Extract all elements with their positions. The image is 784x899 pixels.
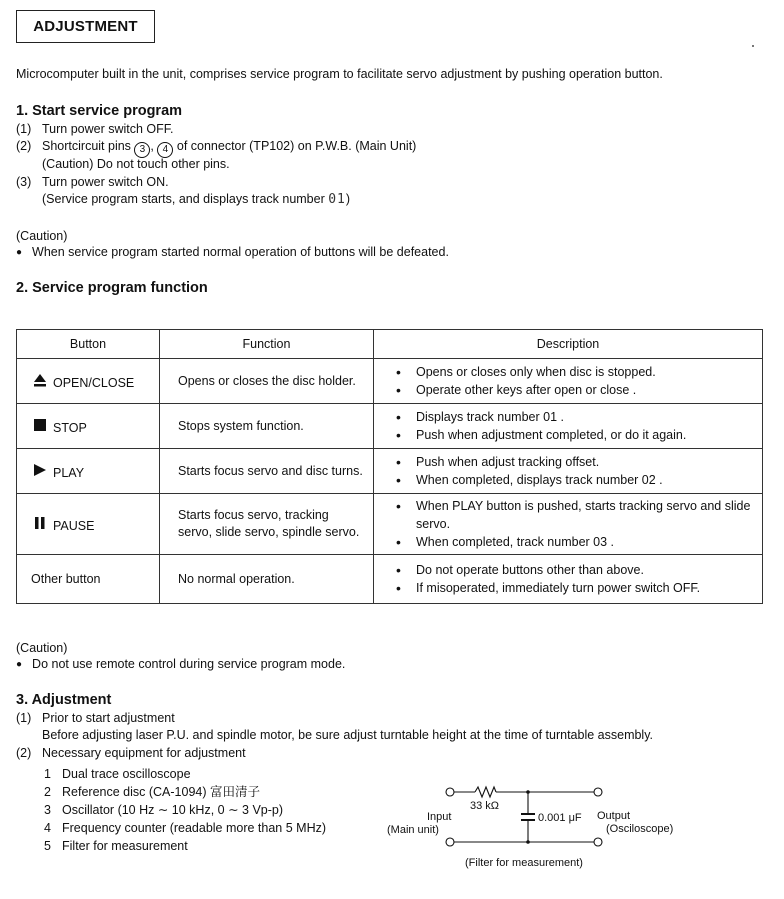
- output-terminal-top: [594, 788, 602, 796]
- intro-text: Microcomputer built in the unit, comprises service program to facilitate servo adjustment by pushing operation button.: [16, 67, 663, 81]
- item-number: 2: [44, 785, 51, 799]
- output-terminal-bottom: [594, 838, 602, 846]
- step-text: Turn power switch ON.: [42, 175, 169, 189]
- description-item: • When completed, displays track number 02 .: [396, 471, 754, 489]
- section1-heading: 1. Start service program: [16, 103, 183, 119]
- description-item: • When completed, track number 03 .: [396, 533, 754, 551]
- output-sublabel: (Osciloscope): [606, 823, 674, 835]
- section2-heading: 2. Service program function: [16, 280, 208, 296]
- equipment-item: [44, 819, 326, 837]
- table-header-row: [17, 330, 763, 359]
- pause-icon: [31, 516, 49, 533]
- description-cell: [374, 555, 763, 604]
- description-item: • If misoperated, immediately turn power switch OFF.: [396, 579, 754, 597]
- item-text: Oscillator (10 Hz ∼ 10 kHz, 0 ∼ 3 Vp-p): [62, 803, 284, 817]
- junction-dot: [526, 840, 530, 844]
- equipment-list: [44, 765, 326, 855]
- table-row: [17, 404, 763, 449]
- button-name: STOP: [53, 420, 87, 435]
- adjust-step-1: [16, 711, 175, 725]
- button-cell: [17, 449, 160, 494]
- output-label: Output: [597, 810, 631, 822]
- step-3-note: [42, 192, 350, 207]
- scan-speck: [752, 45, 754, 47]
- table-row: [17, 359, 763, 404]
- step-3: [16, 175, 169, 189]
- item-text: Reference disc (CA-1094) 富田清子: [62, 785, 260, 799]
- page-title: ADJUSTMENT: [16, 10, 155, 43]
- description-item: • Push when adjust tracking offset.: [396, 453, 754, 471]
- input-label: Input: [427, 811, 452, 823]
- service-function-table: [16, 329, 763, 604]
- description-item: • Push when adjustment completed, or do it again.: [396, 426, 754, 444]
- step-text: Shortcircuit pins: [42, 139, 131, 153]
- adjust-step-1-note: Before adjusting laser P.U. and spindle motor, be sure adjust turntable height at the time of turntable assembly.: [42, 728, 654, 742]
- junction-dot: [526, 790, 530, 794]
- item-number: 3: [44, 803, 51, 817]
- item-number: 5: [44, 839, 51, 853]
- description-cell: [374, 359, 763, 404]
- note-end: ): [345, 192, 351, 206]
- input-sublabel: (Main unit): [387, 824, 439, 836]
- item-text: Dual trace oscilloscope: [62, 767, 191, 781]
- step-text-cont: of connector (TP102) on P.W.B. (Main Unit): [176, 139, 417, 153]
- button-cell: [17, 404, 160, 449]
- button-name: PAUSE: [53, 518, 95, 533]
- note-text: (Service program starts, and displays track number: [42, 192, 325, 206]
- eject-icon: [31, 373, 49, 390]
- function-cell: Starts focus servo, tracking servo, slide servo, spindle servo.: [160, 494, 374, 555]
- column-header-function: Function: [160, 330, 374, 359]
- button-name: PLAY: [53, 465, 85, 480]
- track-display: 01: [328, 192, 346, 207]
- pin-3-badge: 3: [134, 142, 150, 158]
- button-cell: [17, 359, 160, 404]
- capacitor-label: 0.001 μF: [538, 812, 582, 824]
- step-text: Prior to start adjustment: [42, 711, 175, 725]
- description-item: • Displays track number 01 .: [396, 408, 754, 426]
- equipment-item: [44, 783, 326, 801]
- step-2-note: (Caution) Do not touch other pins.: [42, 157, 230, 171]
- description-item: • Opens or closes only when disc is stopped.: [396, 363, 754, 381]
- button-cell: Other button: [17, 555, 160, 604]
- description-item: • When PLAY button is pushed, starts tracking servo and slide servo.: [396, 497, 754, 533]
- caution-text: ● When service program started normal operation of buttons will be defeated.: [16, 245, 449, 259]
- caution-label-2: (Caution): [16, 641, 68, 655]
- function-cell: Opens or closes the disc holder.: [160, 359, 374, 404]
- description-cell: [374, 449, 763, 494]
- input-terminal-bottom: [446, 838, 454, 846]
- item-number: 4: [44, 821, 51, 835]
- step-number: (3): [16, 175, 32, 189]
- button-cell: [17, 494, 160, 555]
- separator: ,: [150, 139, 154, 153]
- description-item: • Do not operate buttons other than above.: [396, 561, 754, 579]
- description-item: • Operate other keys after open or close .: [396, 381, 754, 399]
- column-header-button: Button: [17, 330, 160, 359]
- step-text: Necessary equipment for adjustment: [42, 746, 246, 760]
- resistor-symbol: [475, 787, 496, 797]
- table-row: [17, 449, 763, 494]
- step-number: (1): [16, 711, 32, 725]
- step-number: (2): [16, 746, 32, 760]
- section3-heading: 3. Adjustment: [16, 692, 112, 708]
- function-cell: Starts focus servo and disc turns.: [160, 449, 374, 494]
- item-text: Filter for measurement: [62, 839, 188, 853]
- function-cell: Stops system function.: [160, 404, 374, 449]
- table-row: [17, 555, 763, 604]
- button-name: OPEN/CLOSE: [53, 375, 135, 390]
- equipment-item: [44, 765, 326, 783]
- adjust-step-2: [16, 746, 246, 760]
- resistor-label: 33 kΩ: [470, 800, 500, 812]
- caution-text-2: ● Do not use remote control during service program mode.: [16, 657, 345, 671]
- column-header-description: Description: [374, 330, 763, 359]
- description-cell: [374, 404, 763, 449]
- input-terminal-top: [446, 788, 454, 796]
- step-number: (2): [16, 139, 32, 153]
- item-number: 1: [44, 767, 51, 781]
- stop-icon: [31, 418, 49, 435]
- pin-4-badge: 4: [157, 142, 173, 158]
- play-icon: [31, 463, 49, 480]
- caution-label: (Caution): [16, 229, 68, 243]
- step-number: (1): [16, 122, 32, 136]
- item-text: Frequency counter (readable more than 5 MHz): [62, 821, 327, 835]
- table-row: [17, 494, 763, 555]
- step-1: [16, 122, 174, 136]
- equipment-item: [44, 837, 326, 855]
- filter-circuit-diagram: [380, 775, 700, 875]
- function-cell: No normal operation.: [160, 555, 374, 604]
- step-2: [16, 139, 416, 158]
- step-text: Turn power switch OFF.: [42, 122, 174, 136]
- description-cell: [374, 494, 763, 555]
- equipment-item: [44, 801, 326, 819]
- diagram-caption: (Filter for measurement): [465, 857, 583, 869]
